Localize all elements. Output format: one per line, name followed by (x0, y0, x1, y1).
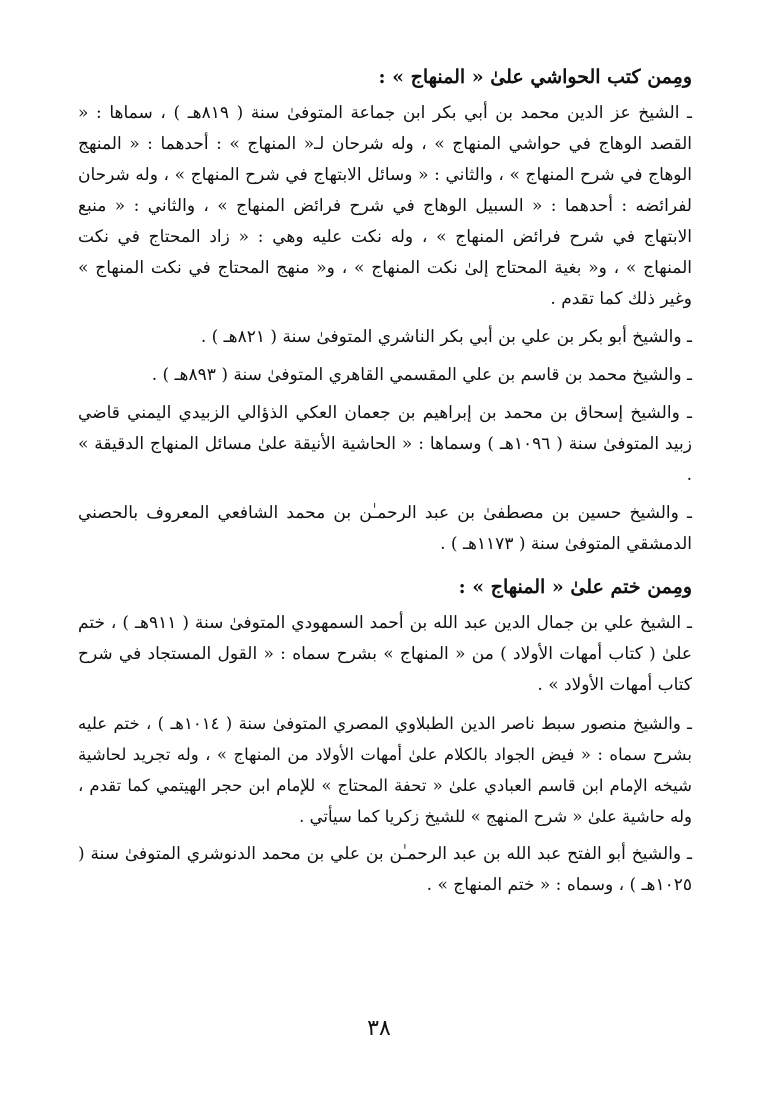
paragraph-samhudi: ـ الشيخ علي بن جمال الدين عبد الله بن أحمد السمهودي المتوفىٰ سنة ( ٩١١هـ ) ، ختم علىٰ ( كتاب أمهات الأولاد ) من « المنهاج » بشرح سماه : « القول المستجاد في شرح كتاب أمهات الأولاد » . (78, 613, 693, 695)
section-heading-annotations: ومِمن كتب الحواشي علىٰ « المنهاج » : (378, 66, 692, 88)
paragraph-ibn-jamaah: ـ الشيخ عز الدين محمد بن أبي بكر ابن جماعة المتوفىٰ سنة ( ٨١٩هـ ) ، سماها : « القصد الوهاج في حواشي المنهاج » ، وله شرحان لـ« المنهاج » : أحدهما : « المنهج الوهاج في شرح المنهاج » ، والثاني : « وسائل الابتهاج في شرح المنهاج » ، وله شرحان لفرائضه : أحدهما : « السبيل الوهاج في شرح فرائض المنهاج » ، والثاني : « منبع الابتهاج في شرح فرائض المنهاج » ، وله نكت عليه وهي : « زاد المحتاج في نكت المنهاج » ، و« بغية المحتاج إلىٰ نكت المنهاج » ، و« منهج المحتاج في نكت المنهاج » وغير ذلك كما تقدم . (78, 103, 693, 309)
paragraph-maqsami: ـ والشيخ محمد بن قاسم بن علي المقسمي القاهري المتوفىٰ سنة ( ٨٩٣هـ ) . (151, 365, 692, 385)
paragraph-tablawi: ـ والشيخ منصور سبط ناصر الدين الطبلاوي المصري المتوفىٰ سنة ( ١٠١٤هـ ) ، ختم عليه بشرح سماه : « فيض الجواد بالكلام علىٰ أمهات الأولاد من المنهاج » ، وله تجريد لحاشية شيخه الإمام ابن قاسم العبادي علىٰ « تحفة المحتاج » للإمام ابن حجر الهيتمي كما تقدم ، وله حاشية علىٰ « شرح المنهج » للشيخ زكريا كما سيأتي . (78, 714, 692, 826)
paragraph-jaman: ـ والشيخ إسحاق بن محمد بن إبراهيم بن جعمان العكي الذؤالي الزبيدي اليمني قاضي زبيد المتوفىٰ سنة ( ١٠٩٦هـ ) وسماها : « الحاشية الأنيقة علىٰ مسائل المنهاج الدقيقة » . (78, 403, 693, 485)
page-body (78, 62, 692, 1045)
page-number: ٣٨ (367, 1016, 391, 1041)
section-heading-completions: ومِمن ختم علىٰ « المنهاج » : (458, 576, 692, 598)
paragraph-danushari: ـ والشيخ أبو الفتح عبد الله بن عبد الرحمـٰن بن علي بن محمد الدنوشري المتوفىٰ سنة ( ١٠٢٥هـ ) ، وسماه : « ختم المنهاج » . (78, 844, 692, 895)
paragraph-nashiri: ـ والشيخ أبو بكر بن علي بن أبي بكر الناشري المتوفىٰ سنة ( ٨٢١هـ ) . (200, 327, 692, 347)
paragraph-husni: ـ والشيخ حسين بن مصطفىٰ بن عبد الرحمـٰن بن محمد الشافعي المعروف بالحصني الدمشقي المتوفىٰ سنة ( ١١٧٣هـ ) . (78, 503, 692, 554)
